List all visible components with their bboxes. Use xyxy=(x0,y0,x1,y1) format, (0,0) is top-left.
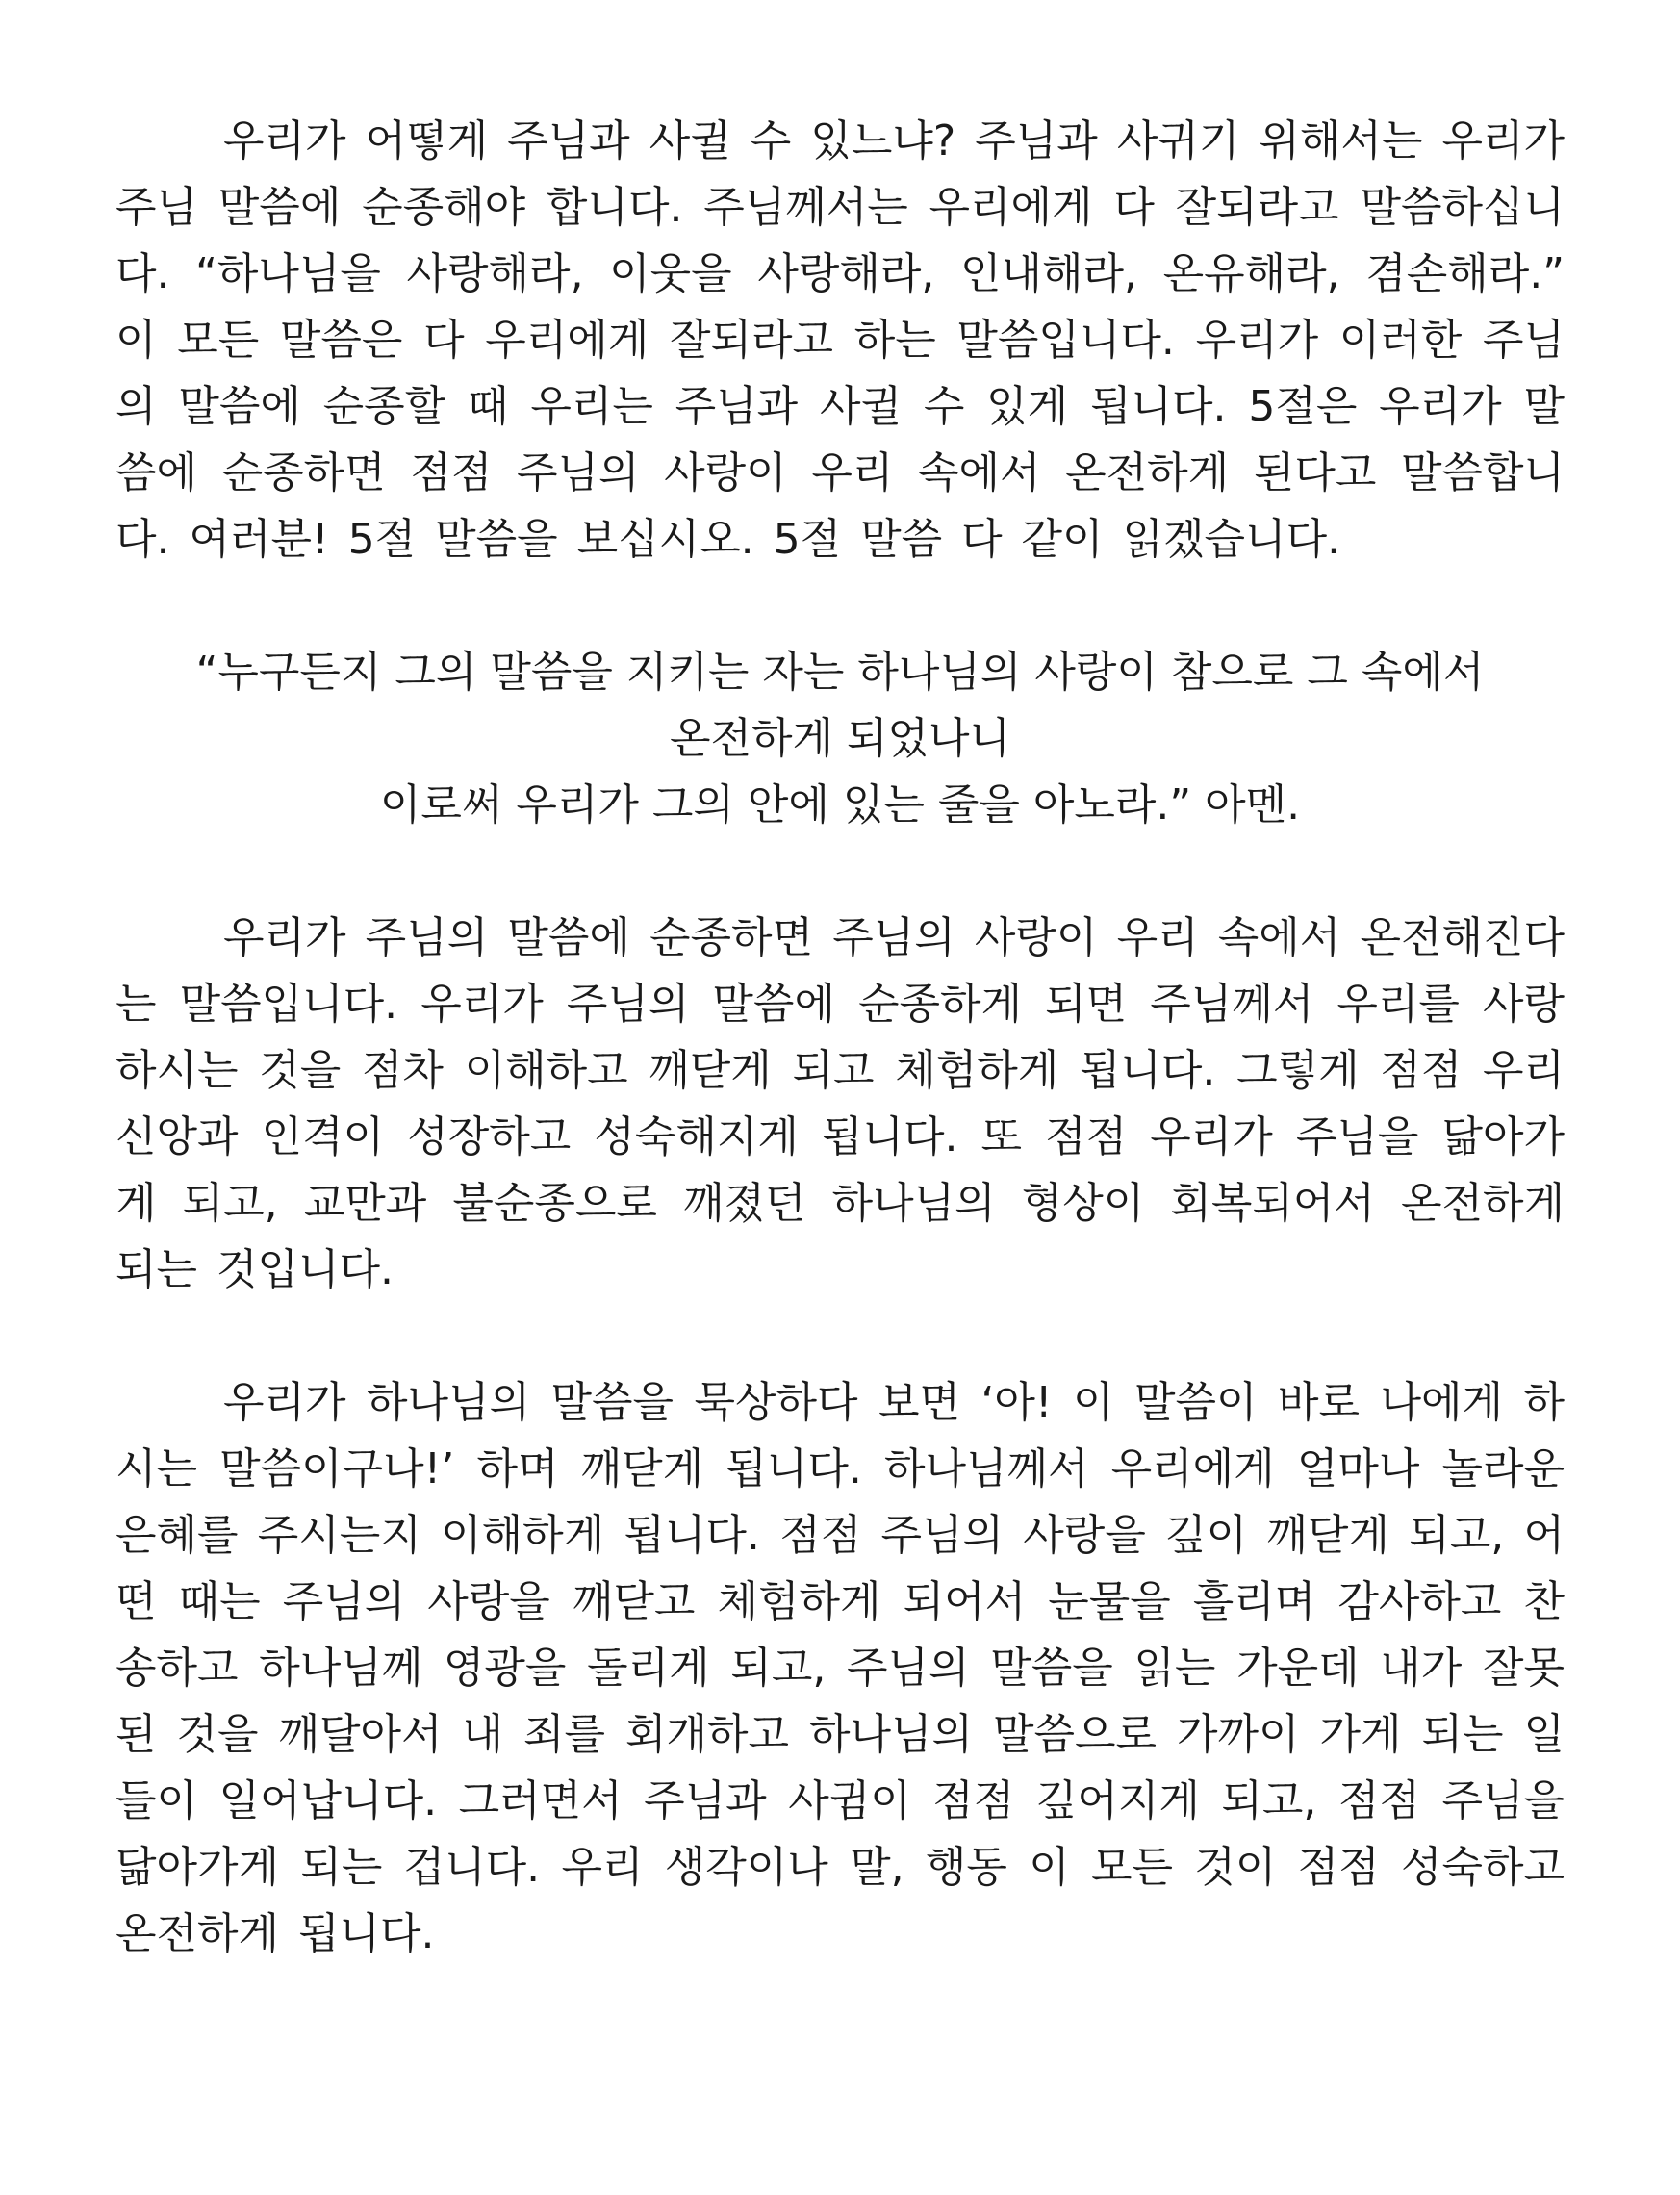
paragraph-gap xyxy=(115,838,1565,905)
paragraph-3: 우리가 하나님의 말씀을 묵상하다 보면 ‘아! 이 말씀이 바로 나에게 하시는 말씀이구나!’ 하며 깨닫게 됩니다. 하나님께서 우리에게 얼마나 놀라운 은혜를 주시는지 이해하게 됩니다. 점점 주님의 사랑을 깊이 깨닫게 되고, 어떤 때는 주님의 사랑을 깨닫고 체험하게 되어서 눈물을 흘리며 감사하고 찬송하고 하나님께 영광을 돌리게 되고, 주님의 말씀을 읽는 가운데 내가 잘못된 것을 깨달아서 내 죄를 회개하고 하나님의 말씀으로 가까이 가게 되는 일들이 일어납니다. 그러면서 주님과 사귐이 점점 깊어지게 되고, 점점 주님을 닮아가게 되는 겁니다. 우리 생각이나 말, 행동 이 모든 것이 점점 성숙하고 온전하게 됩니다. xyxy=(115,1378,1565,1958)
scripture-quote xyxy=(115,639,1565,838)
page-content xyxy=(115,108,1565,1967)
paragraph-gap xyxy=(115,1303,1565,1369)
paragraph-1: 우리가 어떻게 주님과 사귈 수 있느냐? 주님과 사귀기 위해서는 우리가 주님 말씀에 순종해야 합니다. 주님께서는 우리에게 다 잘되라고 말씀하십니다. “하나님을 사랑해라, 이웃을 사랑해라, 인내해라, 온유해라, 겸손해라.” 이 모든 말씀은 다 우리에게 잘되라고 하는 말씀입니다. 우리가 이러한 주님의 말씀에 순종할 때 우리는 주님과 사귈 수 있게 됩니다. 5절은 우리가 말씀에 순종하면 점점 주님의 사랑이 우리 속에서 온전하게 된다고 말씀합니다. 여러분! 5절 말씀을 보십시오. 5절 말씀 다 같이 읽겠습니다. xyxy=(115,116,1565,564)
quote-line-3: 이로써 우리가 그의 안에 있는 줄을 아노라.” 아멘. xyxy=(379,780,1301,830)
quote-line-1: “누구든지 그의 말씀을 지키는 자는 하나님의 사랑이 참으로 그 속에서 xyxy=(195,648,1485,697)
paragraph-gap xyxy=(115,573,1565,639)
paragraph-2: 우리가 주님의 말씀에 순종하면 주님의 사랑이 우리 속에서 온전해진다는 말씀입니다. 우리가 주님의 말씀에 순종하게 되면 주님께서 우리를 사랑하시는 것을 점차 이해하고 깨닫게 되고 체험하게 됩니다. 그렇게 점점 우리 신앙과 인격이 성장하고 성숙해지게 됩니다. 또 점점 우리가 주님을 닮아가게 되고, 교만과 불순종으로 깨졌던 하나님의 형상이 회복되어서 온전하게 되는 것입니다. xyxy=(115,913,1565,1294)
quote-line-2: 온전하게 되었나니 xyxy=(669,714,1011,763)
